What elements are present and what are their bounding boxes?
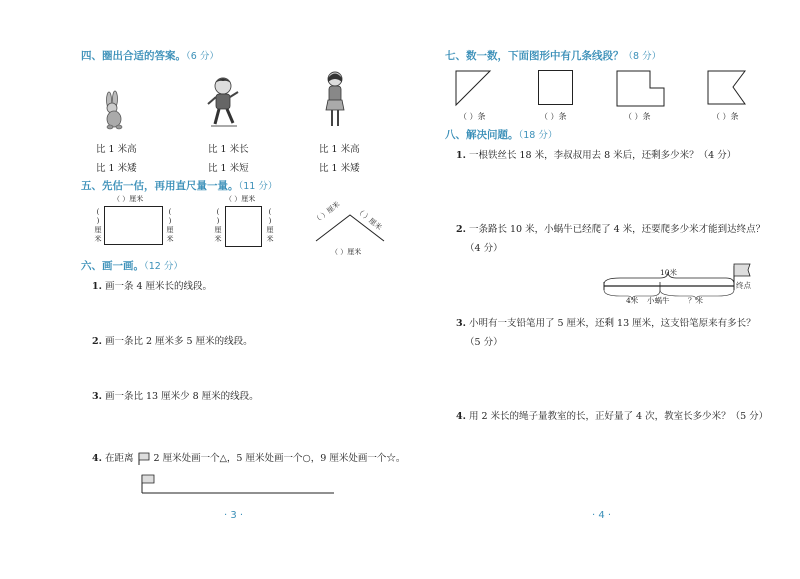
rabbit-illustration	[100, 92, 130, 130]
problem-1: 1. 一根铁丝长 18 米，李叔叔用去 8 米后，还剩多少米？（4 分）	[456, 150, 737, 161]
answer-flag-shape[interactable]: （ ）条	[712, 112, 739, 121]
section-4-title: 四、圈出合适的答案。	[81, 50, 186, 62]
section-8-heading	[445, 127, 557, 142]
diagram-part-a-label: 4米	[626, 296, 639, 305]
option-girl-shorter[interactable]: 比 1 米矮	[319, 163, 360, 174]
section-7-points: （8 分）	[623, 51, 662, 62]
section-6-title: 六、画一画。	[81, 260, 144, 272]
draw-item-1: 1. 画一条 4 厘米长的线段。	[92, 281, 213, 292]
l-shape	[616, 70, 666, 108]
section-4-points: （6 分）	[186, 51, 219, 62]
section-8-points: （18 分）	[518, 130, 558, 141]
problem-3: 3. 小明有一支铅笔用了 5 厘米，还剩 13 厘米，这支铅笔原来有多长？	[456, 318, 756, 329]
rect1-right-label: ( ) 厘米	[166, 208, 174, 243]
roof-left-label: （ ）厘米	[312, 200, 342, 226]
problem-4: 4. 用 2 米长的绳子量教室的长，正好量了 4 次，教室长多少米？（5 分）	[456, 411, 769, 422]
draw-item-3: 3. 画一条比 13 厘米少 8 厘米的线段。	[92, 391, 259, 402]
section-5-title: 五、先估一估，再用直尺量一量。	[81, 180, 239, 192]
section-5-heading	[81, 178, 277, 193]
diagram-unknown-label: ？米	[688, 296, 703, 305]
page-number-left: · 3 ·	[224, 510, 244, 521]
rect1-left-label: ( ) 厘米	[94, 208, 102, 243]
drawing-baseline	[140, 473, 336, 495]
problem-2: 2. 一条路长 10 米，小蜗牛已经爬了 4 米，还要爬多少米才能到达终点？	[456, 224, 766, 235]
answer-triangle[interactable]: （ ）条	[459, 112, 486, 121]
section-6-heading	[81, 258, 183, 273]
section-8-title: 八、解决问题。	[445, 129, 519, 141]
problem-2-points: （4 分）	[465, 243, 503, 254]
roof-right-label: （ ）厘米	[354, 206, 384, 232]
diagram-total-label: 10米	[660, 268, 678, 277]
option-girl-taller[interactable]: 比 1 米高	[319, 144, 360, 155]
section-5-points: （11 分）	[238, 181, 278, 192]
diagram-snail-label: 小蜗牛	[647, 296, 670, 305]
section-4-heading	[81, 48, 219, 63]
rect1-top-label: （ ）厘米	[113, 195, 144, 203]
page-number-right: · 4 ·	[592, 510, 612, 521]
section-7-title: 七、数一数，下面图形中有几条线段？	[445, 50, 624, 62]
option-boy-shorter[interactable]: 比 1 米短	[208, 163, 249, 174]
diagram-end-label: 终点	[736, 281, 751, 290]
problem-3-points: （5 分）	[465, 337, 503, 348]
square-shape	[538, 70, 574, 106]
roof-bottom-label: （ ）厘米	[331, 248, 362, 256]
answer-l-shape[interactable]: （ ）条	[624, 112, 651, 121]
rectangle-wide	[104, 206, 164, 246]
rectangle-tall	[225, 206, 263, 248]
answer-square[interactable]: （ ）条	[540, 112, 567, 121]
draw-item-2: 2. 画一条比 2 厘米多 5 厘米的线段。	[92, 336, 253, 347]
option-rabbit-taller[interactable]: 比 1 米高	[96, 144, 137, 155]
draw-item-4: 4. 在距离 2 厘米处画一个△，5 厘米处画一个○，9 厘米处画一个☆。	[92, 453, 406, 464]
girl-illustration	[320, 70, 350, 130]
section-7-heading	[445, 48, 661, 63]
option-rabbit-shorter[interactable]: 比 1 米矮	[96, 163, 137, 174]
rect2-right-label: ( ) 厘米	[266, 208, 274, 243]
triangle-shape	[455, 70, 491, 106]
option-boy-longer[interactable]: 比 1 米长	[208, 144, 249, 155]
section-6-points: （12 分）	[144, 261, 183, 272]
boy-illustration	[205, 76, 241, 130]
flag-shape	[707, 70, 747, 106]
flag-icon	[137, 452, 151, 466]
rect2-left-label: ( ) 厘米	[214, 208, 222, 243]
rect2-top-label: （ ）厘米	[225, 195, 256, 203]
